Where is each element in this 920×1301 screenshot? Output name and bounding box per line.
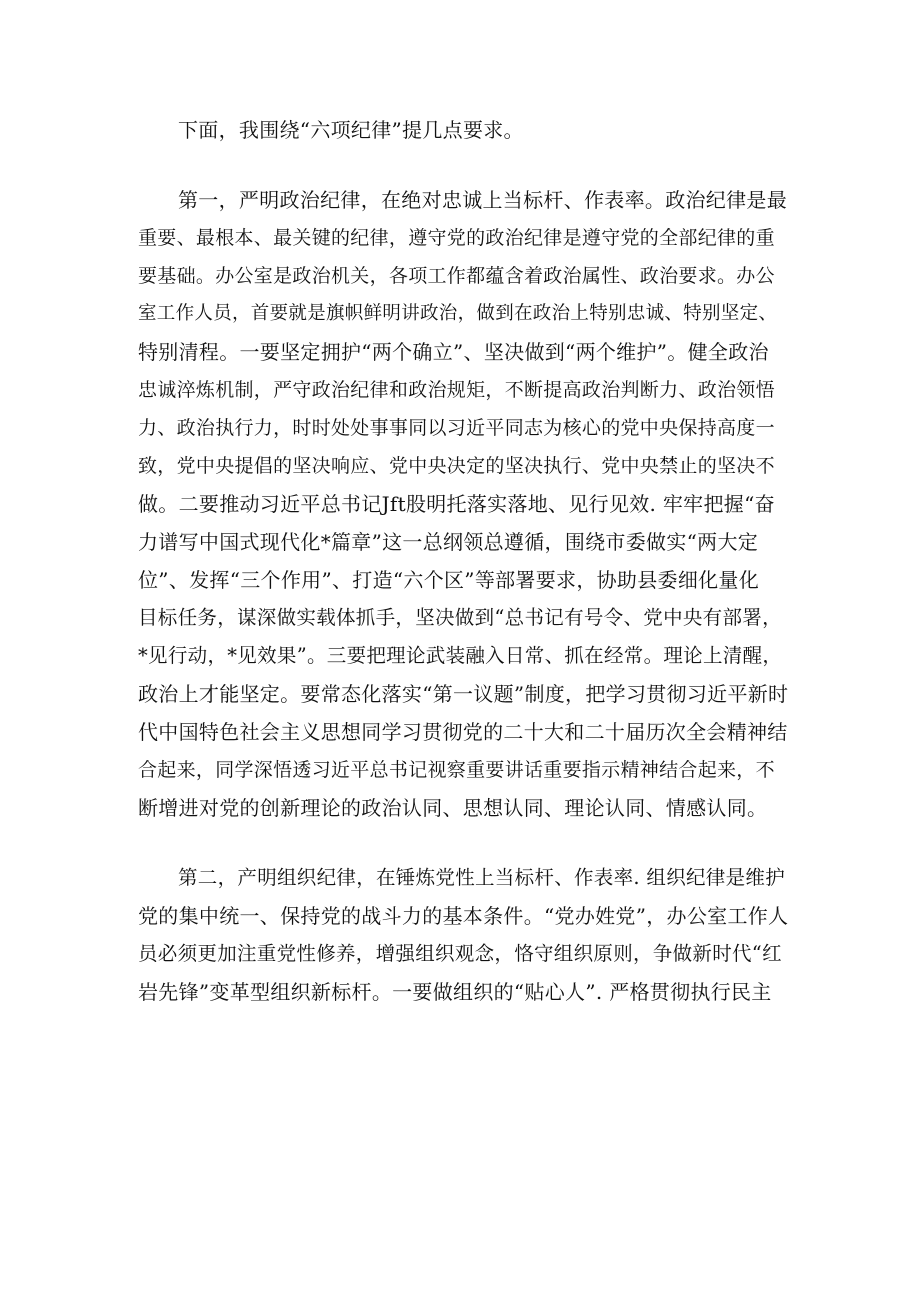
paragraph-1-line: 目标任务，谋深做实载体抓手，坚决做到“总书记有号令、党中央有部署， xyxy=(138,606,782,629)
paragraph-2-line: 第二，产明组织纪律，在锤炼党性上当标杆、作表率. 组织纪律是维护 xyxy=(178,866,785,889)
paragraph-1-line: 代中国特色社会主义思想同学习贯彻党的二十大和二十届历次全会精神结 xyxy=(138,720,788,744)
paragraph-1-line: 力谱写中国式现代化*篇章”这一总纲领总遵循，围绕市委做实“两大定 xyxy=(138,530,759,554)
paragraph-1-line: 位”、发挥“三个作用”、打造“六个区”等部署要求，协助县委细化量化 xyxy=(138,568,760,592)
paragraph-1-line: 忠诚淬炼机制，严守政治纪律和政治规矩，不断提高政治判断力、政治领悟 xyxy=(138,379,775,401)
intro-line: 下面，我围绕“六项纪律”提几点要求。 xyxy=(178,118,524,142)
paragraph-2-line: 员必须更加注重党性修养，增强组织观念，恪守组织原则，争做新时代“红 xyxy=(138,942,782,965)
paragraph-2-line: 岩先锋”变革型组织新标杆。一要做组织的“贴心人”. 严格贯彻执行民主 xyxy=(138,980,772,1004)
paragraph-1-line: 合起来，同学深悟透习近平总书记视察重要讲话重要指示精神结合起来，不 xyxy=(138,759,775,781)
paragraph-1-line: 政治上才能坚定。要常态化落实“第一议题”制度，把学习贯彻习近平新时 xyxy=(138,682,789,706)
paragraph-1-line: 做。二要推动习近平总书记Jft股明托落实落地、见行见效. 牢牢把握“奋 xyxy=(138,492,775,516)
paragraph-1-line: 断增进对党的创新理论的政治认同、思想认同、理论认同、情感认同。 xyxy=(138,796,768,820)
paragraph-1-line: 重要、最根本、最关键的纪律，遵守党的政治纪律是遵守党的全部纪律的重 xyxy=(138,227,775,249)
paragraph-1-line: *见行动，*见效果”。三要把理论武装融入日常、抓在经常。理论上清醒， xyxy=(138,644,783,667)
paragraph-1-line: 特别清程。一要坚定拥护“两个确立”、坚决做到“两个维护”。健全政治 xyxy=(138,340,769,364)
paragraph-1-line: 要基础。办公室是政治机关，各项工作都蕴含着政治属性、政治要求。办公 xyxy=(138,265,775,287)
paragraph-1-line: 力、政治执行力，时时处处事事同以习近平同志为核心的党中央保持高度一 xyxy=(138,417,775,439)
paragraph-1-line: 第一，严明政治纪律，在绝对忠诚上当标杆、作表率。政治纪律是最 xyxy=(178,188,787,212)
paragraph-2-line: 党的集中统一、保持党的战斗力的基本条件。“党办姓党”，办公室工作人 xyxy=(138,904,789,928)
paragraph-1-line: 室工作人员，首要就是旗帜鲜明讲政治，做到在政治上特别忠诚、特别坚定、 xyxy=(138,303,778,324)
paragraph-1-line: 致，党中央提倡的坚决响应、党中央决定的坚决执行、党中央禁止的坚决不 xyxy=(138,455,775,477)
